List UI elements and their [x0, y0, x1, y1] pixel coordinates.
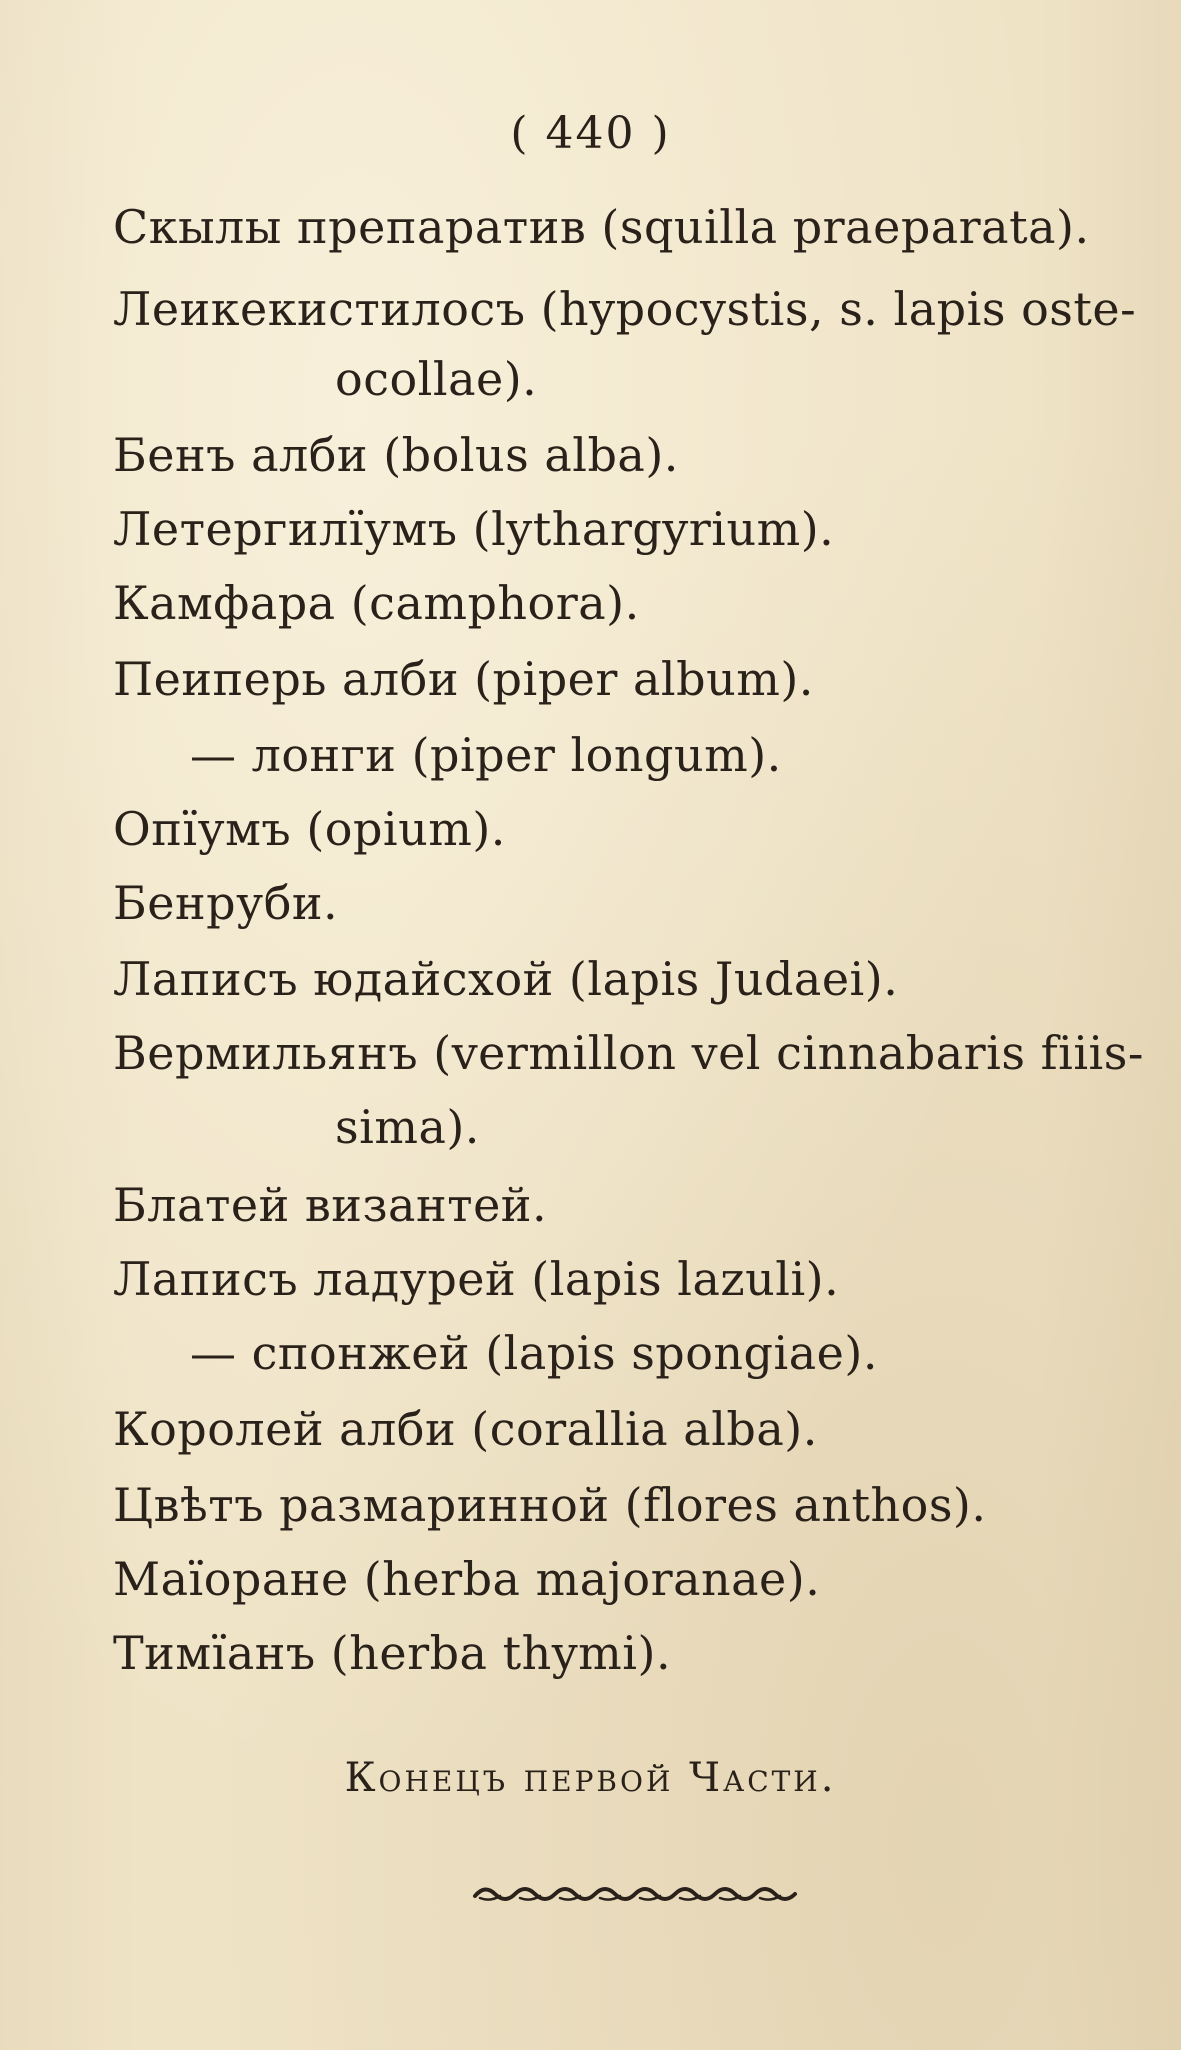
end-of-part-note: Конецъ первой Части. [344, 1755, 837, 1801]
entry-line: Летергилїумъ (lythargyrium). [113, 502, 835, 556]
entry-line-dash: — лонги (piper longum). [190, 728, 782, 782]
entry-line: Скылы препаратив (squilla praeparata). [113, 200, 1090, 254]
entry-line: Бенруби. [113, 876, 339, 930]
entry-line-continuation: ocollae). [335, 352, 538, 406]
entry-line-continuation: sima). [335, 1100, 480, 1154]
entry-line: Леикекистилосъ (hypocystis, s. lapis oste- [113, 282, 1137, 336]
entry-line: Камфара (camphora). [113, 576, 640, 630]
entry-line: Лаписъ юдайсхой (lapis Judaei). [113, 952, 899, 1006]
entry-line: Пеиперь алби (piper album). [113, 652, 814, 706]
entry-line: Вермильянъ (vermillon vel cinnabaris fiiis- [113, 1026, 1144, 1080]
entry-line: Бенъ алби (bolus alba). [113, 428, 679, 482]
entry-line: Опїумъ (opium). [113, 802, 506, 856]
entry-line-dash: — спонжей (lapis spongiae). [190, 1326, 878, 1380]
entry-line: Лаписъ ладурей (lapis lazuli). [113, 1252, 840, 1306]
entry-line: Блатей византей. [113, 1178, 548, 1232]
entry-line: Тимїанъ (herba thymi). [113, 1626, 672, 1680]
page-number: ( 440 ) [510, 108, 671, 159]
entry-line: Цвѣтъ размаринной (flores anthos). [113, 1478, 987, 1532]
entry-line: Маїоране (herba majoranae). [113, 1552, 821, 1606]
decorative-divider-ornament [470, 1880, 810, 1904]
entry-line: Королей алби (corallia alba). [113, 1402, 818, 1456]
